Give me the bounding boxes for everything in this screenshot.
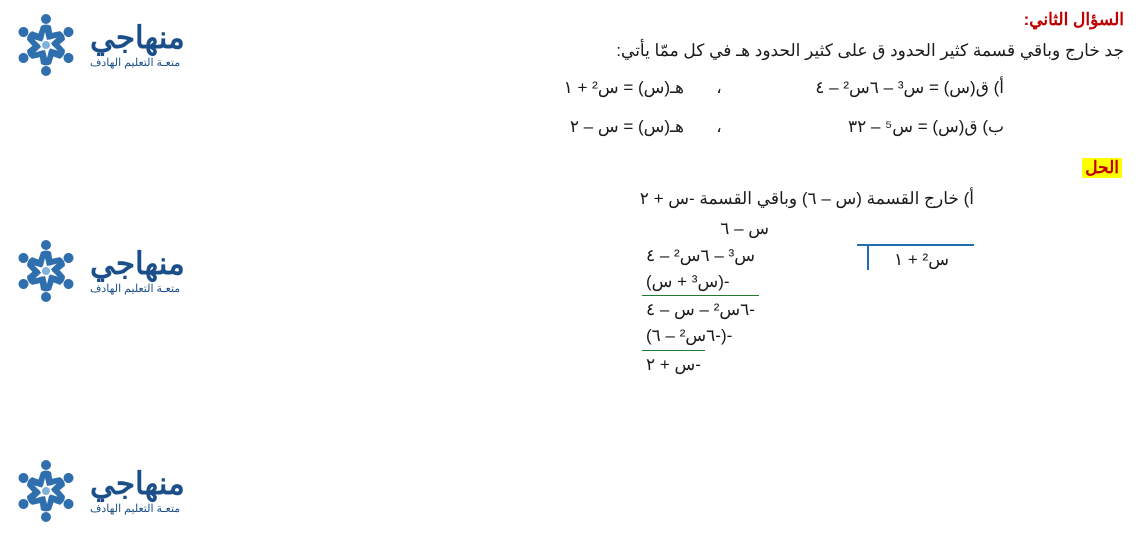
item-b-separator: ، xyxy=(716,116,722,136)
worksheet-content xyxy=(318,0,1138,378)
division-step-1: -(س³ + س) xyxy=(646,271,730,291)
question-item-b xyxy=(318,113,1124,140)
solution-statement: أ) خارج القسمة (س – ٦) وباقي القسمة -س + ٢ xyxy=(639,188,974,208)
manhajii-logo-bottom xyxy=(8,448,278,534)
division-step-2: -٦س² – س – ٤ xyxy=(642,295,759,324)
division-dividend-column xyxy=(642,244,857,378)
division-quotient: س – ٦ xyxy=(720,219,769,239)
logo-subtitle: متعـة التعليم الهادف xyxy=(90,282,181,295)
people-circle-logo-icon xyxy=(8,233,84,309)
logo-title: منهاجي xyxy=(90,19,185,55)
manhajii-logo-middle xyxy=(8,228,278,314)
solution-label-row xyxy=(318,152,1124,186)
item-a-expression: أ) ق(س) = س³ – ٦س² – ٤ xyxy=(815,77,1004,97)
question-stem: جد خارج وباقي قسمة كثير الحدود ق على كثير الحدود هـ في كل ممّا يأتي: xyxy=(616,41,1124,60)
people-circle-logo-icon xyxy=(8,7,84,83)
people-circle-logo-icon xyxy=(8,453,84,529)
item-b-expression: ب) ق(س) = س⁵ – ٣٢ xyxy=(847,116,1004,136)
logo-title: منهاجي xyxy=(90,465,185,501)
question-item-a xyxy=(318,74,1124,101)
logo-title: منهاجي xyxy=(90,245,185,281)
division-main-row xyxy=(318,244,974,378)
division-remainder: -س + ٢ xyxy=(642,350,705,379)
logo-wordmark xyxy=(90,19,185,69)
division-dividend: س³ – ٦س² – ٤ xyxy=(646,246,755,266)
long-division-work xyxy=(318,217,1124,378)
solution-label: الحل xyxy=(1082,158,1122,178)
division-divisor: س² + ١ xyxy=(869,244,974,273)
question-heading: السؤال الثاني: xyxy=(1023,10,1124,29)
manhajii-logo-top xyxy=(8,2,278,88)
logo-subtitle: متعـة التعليم الهادف xyxy=(90,56,181,69)
division-step-3: -(-٦س² – ٦) xyxy=(646,325,733,345)
division-bracket xyxy=(857,244,869,270)
logo-wordmark xyxy=(90,245,185,295)
item-a-divisor-expression: هـ(س) = س² + ١ xyxy=(563,77,684,97)
logo-subtitle: متعـة التعليم الهادف xyxy=(90,502,181,515)
logo-wordmark xyxy=(90,465,185,515)
item-b-divisor-expression: هـ(س) = س – ٢ xyxy=(569,116,684,136)
item-a-separator: ، xyxy=(716,77,722,97)
